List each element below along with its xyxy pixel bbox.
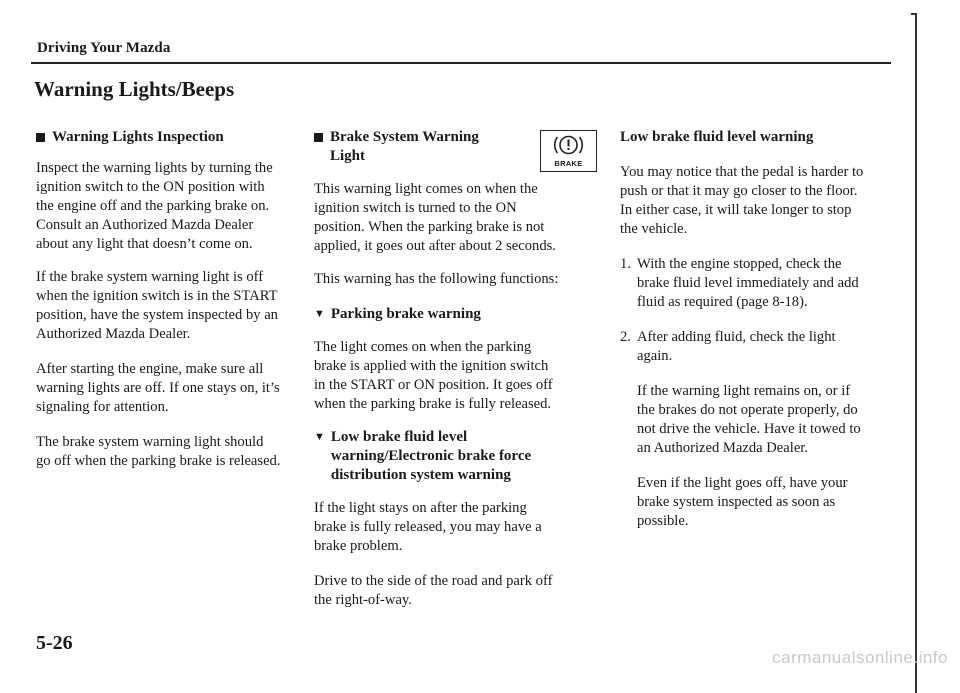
paragraph: The brake system warning light should go off when the parking brake is released. bbox=[36, 434, 281, 469]
brake-icon-label: BRAKE bbox=[554, 159, 583, 168]
section-title: Warning Lights/Beeps bbox=[34, 77, 235, 101]
paragraph: Drive to the side of the road and park off the right-of-way. bbox=[314, 573, 553, 608]
warning-lights-inspection-heading: Warning Lights Inspection bbox=[36, 128, 316, 147]
brake-system-warning-heading: Brake System Warning Light bbox=[314, 128, 604, 166]
paragraph: If the brake system warning light is off when the ignition switch is in the START position, have the system inspected by an Authorized Mazda Dealer. bbox=[36, 269, 278, 342]
square-bullet-icon bbox=[36, 133, 45, 142]
paragraph: The light comes on when the parking brake is applied with the ignition switch in the START or ON position. It goes off when the parking brake is fully released. bbox=[314, 339, 553, 412]
low-brake-fluid-heading: Low brake fluid level warning bbox=[620, 129, 814, 145]
paragraph: This warning light comes on when the ignition switch is turned to the ON position. When the parking brake is not applied, it goes out after about 2 seconds. bbox=[314, 181, 556, 254]
paragraph: You may notice that the pedal is harder to push or that it may go closer to the floor. In either case, it will take longer to stop the vehicle. bbox=[620, 164, 864, 237]
column-3 bbox=[620, 128, 910, 531]
page-edge-mark bbox=[915, 13, 917, 693]
column-2 bbox=[314, 128, 604, 610]
paragraph: After starting the engine, make sure all warning lights are off. If one stays on, it’s signaling for attention. bbox=[36, 361, 280, 415]
triangle-bullet-icon: ▼ bbox=[314, 308, 325, 320]
header-rule bbox=[31, 62, 891, 64]
triangle-bullet-icon: ▼ bbox=[314, 431, 325, 443]
square-bullet-icon bbox=[314, 133, 323, 142]
column-1 bbox=[36, 128, 316, 471]
step-2: 2. After adding fluid, check the light again. bbox=[620, 329, 836, 364]
paragraph: Even if the light goes off, have your brake system inspected as soon as possible. bbox=[637, 475, 848, 529]
step-1: 1. With the engine stopped, check the brake fluid level immediately and add fluid as required (page 8-18). bbox=[620, 256, 859, 310]
running-header: Driving Your Mazda bbox=[37, 40, 171, 56]
watermark: carmanualsonline.info bbox=[772, 648, 948, 667]
page-number: 5-26 bbox=[36, 632, 73, 654]
paragraph: If the warning light remains on, or if the brakes do not operate properly, do not drive the vehicle. Have it towed to an Authorized Mazda Dealer. bbox=[637, 383, 861, 456]
low-brake-fluid-subheading: ▼ Low brake fluid level warning/Electronic brake force distribution system warning bbox=[314, 429, 532, 483]
paragraph: Inspect the warning lights by turning the ignition switch to the ON position with the engine off and the parking brake on. Consult an Authorized Mazda Dealer about any light that doesn’t come on. bbox=[36, 160, 273, 252]
parking-brake-warning-subheading: ▼ Parking brake warning bbox=[314, 306, 481, 322]
paragraph: If the light stays on after the parking brake is fully released, you may have a brake problem. bbox=[314, 500, 542, 554]
paragraph: This warning has the following functions: bbox=[314, 271, 559, 287]
